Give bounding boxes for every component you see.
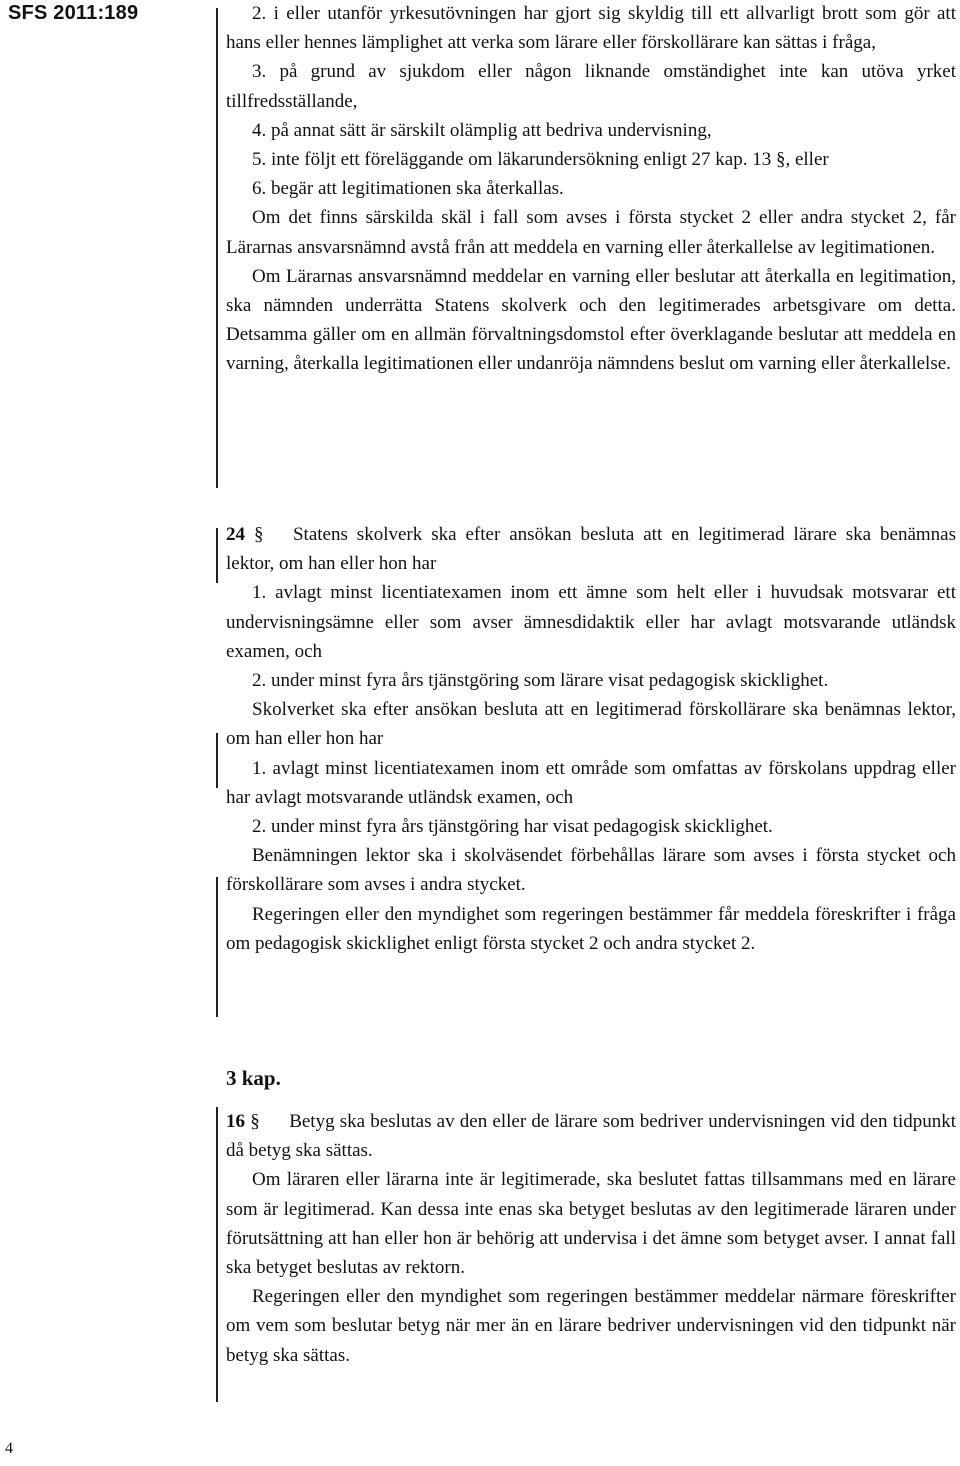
change-bar	[216, 528, 218, 583]
list-item: 2. under minst fyra års tjänstgöring har visat pedagogisk skicklighet.	[252, 816, 773, 838]
change-bar	[216, 733, 218, 788]
section-lead	[226, 1107, 956, 1165]
section-number: 16	[226, 1111, 245, 1132]
paragraph: Skolverket ska efter ansökan besluta att en legitimerad förskollärare ska benämnas lektor, om han eller hon har	[226, 699, 956, 750]
paragraph: Benämningen lektor ska i skolväsendet förbehållas lärare som avses i första stycket och förskollärare som avses i andra stycket.	[226, 845, 956, 896]
change-bar	[216, 8, 218, 488]
paragraph: Regeringen eller den myndighet som regeringen bestämmer meddelar närmare föreskrifter om vem som beslutar betyg när mer än en lärare bedriver undervisningen vid den tidpunkt när betyg ska sättas.	[226, 1286, 956, 1366]
sfs-number: SFS 2011:189	[8, 2, 139, 24]
list-item: 2. i eller utanför yrkesutövningen har gjort sig skyldig till ett allvarligt brott som gör att hans eller hennes lämplighet att verka som lärare eller förskollärare kan sättas i fråga,	[226, 3, 956, 54]
section-24	[226, 520, 956, 958]
section-symbol: §	[253, 524, 264, 545]
list-item: 5. inte följt ett föreläggande om läkarundersökning enligt 27 kap. 13 §, eller	[252, 149, 829, 171]
paragraph: Om Lärarnas ansvarsnämnd meddelar en varning eller beslutar att återkalla en legitimation, ska nämnden underrätta Statens skolverk och den legitimerades arbetsgivare om detta. Detsamma gäller om en allmän förvaltningsdomstol efter överklagande beslutar att meddela en varning, återkalla legitimationen eller undanröja nämndens beslut om varning eller återkallelse.	[226, 265, 956, 375]
chapter-title: 3 kap.	[226, 1066, 281, 1090]
section-lead-text: Statens skolverk ska efter ansökan besluta att en legitimerad lärare ska benämnas lektor, om han eller hon har	[226, 524, 957, 575]
paragraph: Om det finns särskilda skäl i fall som avses i första stycket 2 eller andra stycket 2, får Lärarnas ansvarsnämnd avstå från att meddela en varning eller återkallelse av legitimationen.	[226, 207, 956, 258]
list-item: 3. på grund av sjukdom eller någon liknande omständighet inte kan utöva yrket tillfredsställande,	[226, 61, 956, 112]
list-item: 1. avlagt minst licentiatexamen inom ett område som omfattas av förskolans uppdrag eller har avlagt motsvarande utländsk examen, och	[226, 757, 956, 808]
list-item: 1. avlagt minst licentiatexamen inom ett ämne som helt eller i huvudsak motsvarar ett undervisningsämne eller som avser ämnesdidaktik eller har avlagt motsvarande utländsk examen, och	[226, 582, 956, 662]
section-symbol: §	[250, 1111, 260, 1132]
page-number: 4	[5, 1440, 13, 1457]
section-lead	[226, 520, 956, 578]
list-item: 2. under minst fyra års tjänstgöring som lärare visat pedagogisk skicklighet.	[252, 670, 829, 692]
paragraph: Om läraren eller lärarna inte är legitimerade, ska beslutet fattas tillsammans med en lärare som är legitimerad. Kan dessa inte enas ska betyget beslutas av den legitimerade läraren under förutsättning att han eller hon är behörig att undervisa i det ämne som betyget avser. I annat fall ska betyget beslutas av rektorn.	[226, 1169, 956, 1279]
list-item: 6. begär att legitimationen ska återkallas.	[252, 178, 564, 200]
list-item: 4. på annat sätt är särskilt olämplig att bedriva undervisning,	[252, 119, 712, 141]
paragraph: Regeringen eller den myndighet som regeringen bestämmer får meddela föreskrifter i fråga om pedagogisk skicklighet enligt första stycket 2 och andra stycket 2.	[226, 903, 956, 954]
section-continuation	[226, 0, 956, 379]
change-bar	[216, 1107, 218, 1402]
section-lead-text: Betyg ska beslutas av den eller de lärare som bedriver undervisningen vid den tidpunkt då betyg ska sättas.	[226, 1111, 956, 1162]
change-bar	[216, 877, 218, 1017]
section-16	[226, 1107, 956, 1370]
section-number: 24	[226, 524, 245, 545]
